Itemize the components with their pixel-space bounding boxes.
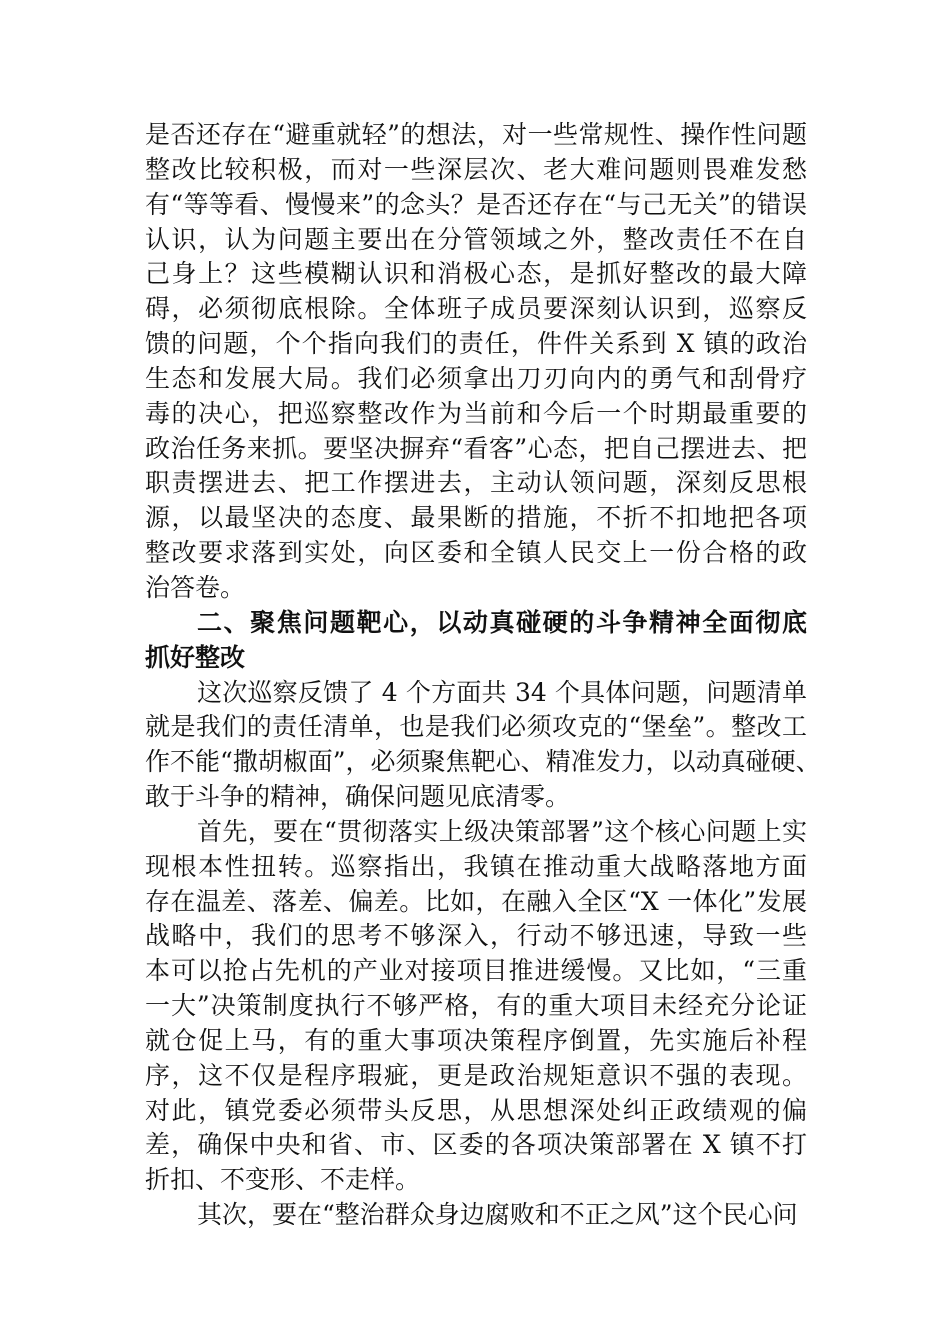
text-line: 抓好整改	[145, 642, 246, 672]
text-line: 整改比较积极，而对一些深层次、老大难问题则畏难发愁	[145, 154, 807, 184]
text-line: 碍，必须彻底根除。全体班子成员要深刻认识到，巡察反	[145, 294, 807, 324]
text-line: 一大”决策制度执行不够严格，有的重大项目未经充分论证	[145, 991, 807, 1021]
text-line: 作不能“撒胡椒面”，必须聚焦靶心、精准发力，以动真碰硬、	[145, 747, 821, 777]
text-line: 现根本性扭转。巡察指出，我镇在推动重大战略落地方面	[145, 851, 807, 881]
text-line: 这次巡察反馈了 4 个方面共 34 个具体问题，问题清单	[197, 677, 807, 707]
text-line: 有“等等看、慢慢来”的念头？是否还存在“与己无关”的错误	[145, 189, 807, 219]
text-line: 差，确保中央和省、市、区委的各项决策部署在 X 镇不打	[145, 1130, 807, 1160]
text-line: 整改要求落到实处，向区委和全镇人民交上一份合格的政	[145, 538, 807, 568]
text-line: 是否还存在“避重就轻”的想法，对一些常规性、操作性问题	[145, 120, 807, 149]
text-line: 治答卷。	[145, 572, 246, 602]
paragraph	[145, 118, 807, 606]
text-line: 己身上？这些模糊认识和消极心态，是抓好整改的最大障	[145, 259, 807, 289]
text-line: 生态和发展大局。我们必须拿出刀刃向内的勇气和刮骨疗	[145, 363, 807, 393]
text-line: 职责摆进去、把工作摆进去，主动认领问题，深刻反思根	[145, 468, 807, 498]
text-line: 敢于斗争的精神，确保问题见底清零。	[145, 782, 571, 812]
text-line: 就是我们的责任清单，也是我们必须攻克的“堡垒”。整改工	[145, 712, 807, 742]
text-line: 序，这不仅是程序瑕疵，更是政治规矩意识不强的表现。	[145, 1060, 807, 1090]
paragraph	[145, 1198, 807, 1233]
text-line: 就仓促上马，有的重大事项决策程序倒置，先实施后补程	[145, 1025, 807, 1055]
text-line: 毒的决心，把巡察整改作为当前和今后一个时期最重要的	[145, 398, 807, 428]
text-line: 认识，认为问题主要出在分管领域之外，整改责任不在自	[145, 224, 807, 254]
document-page	[145, 118, 821, 1233]
text-line: 战略中，我们的思考不够深入，行动不够迅速，导致一些	[145, 921, 807, 951]
paragraph	[145, 676, 821, 815]
text-line: 源，以最坚决的态度、最果断的措施，不折不扣地把各项	[145, 503, 807, 533]
text-line: 政治任务来抓。要坚决摒弃“看客”心态，把自己摆进去、把	[145, 433, 807, 463]
text-line: 馈的问题，个个指向我们的责任，件件关系到 X 镇的政治	[145, 329, 807, 359]
text-line: 折扣、不变形、不走样。	[145, 1165, 421, 1195]
text-line: 对此，镇党委必须带头反思，从思想深处纠正政绩观的偏	[145, 1095, 807, 1125]
text-line: 首先，要在“贯彻落实上级决策部署”这个核心问题上实	[197, 816, 807, 846]
text-line: 二、聚焦问题靶心，以动真碰硬的斗争精神全面彻底	[197, 607, 807, 637]
section-heading	[145, 606, 807, 676]
paragraph	[145, 815, 807, 1198]
text-line: 其次，要在“整治群众身边腐败和不正之风”这个民心问	[197, 1200, 798, 1230]
text-line: 存在温差、落差、偏差。比如，在融入全区“X 一体化”发展	[145, 886, 807, 916]
text-line: 本可以抢占先机的产业对接项目推进缓慢。又比如，“三重	[145, 956, 807, 986]
